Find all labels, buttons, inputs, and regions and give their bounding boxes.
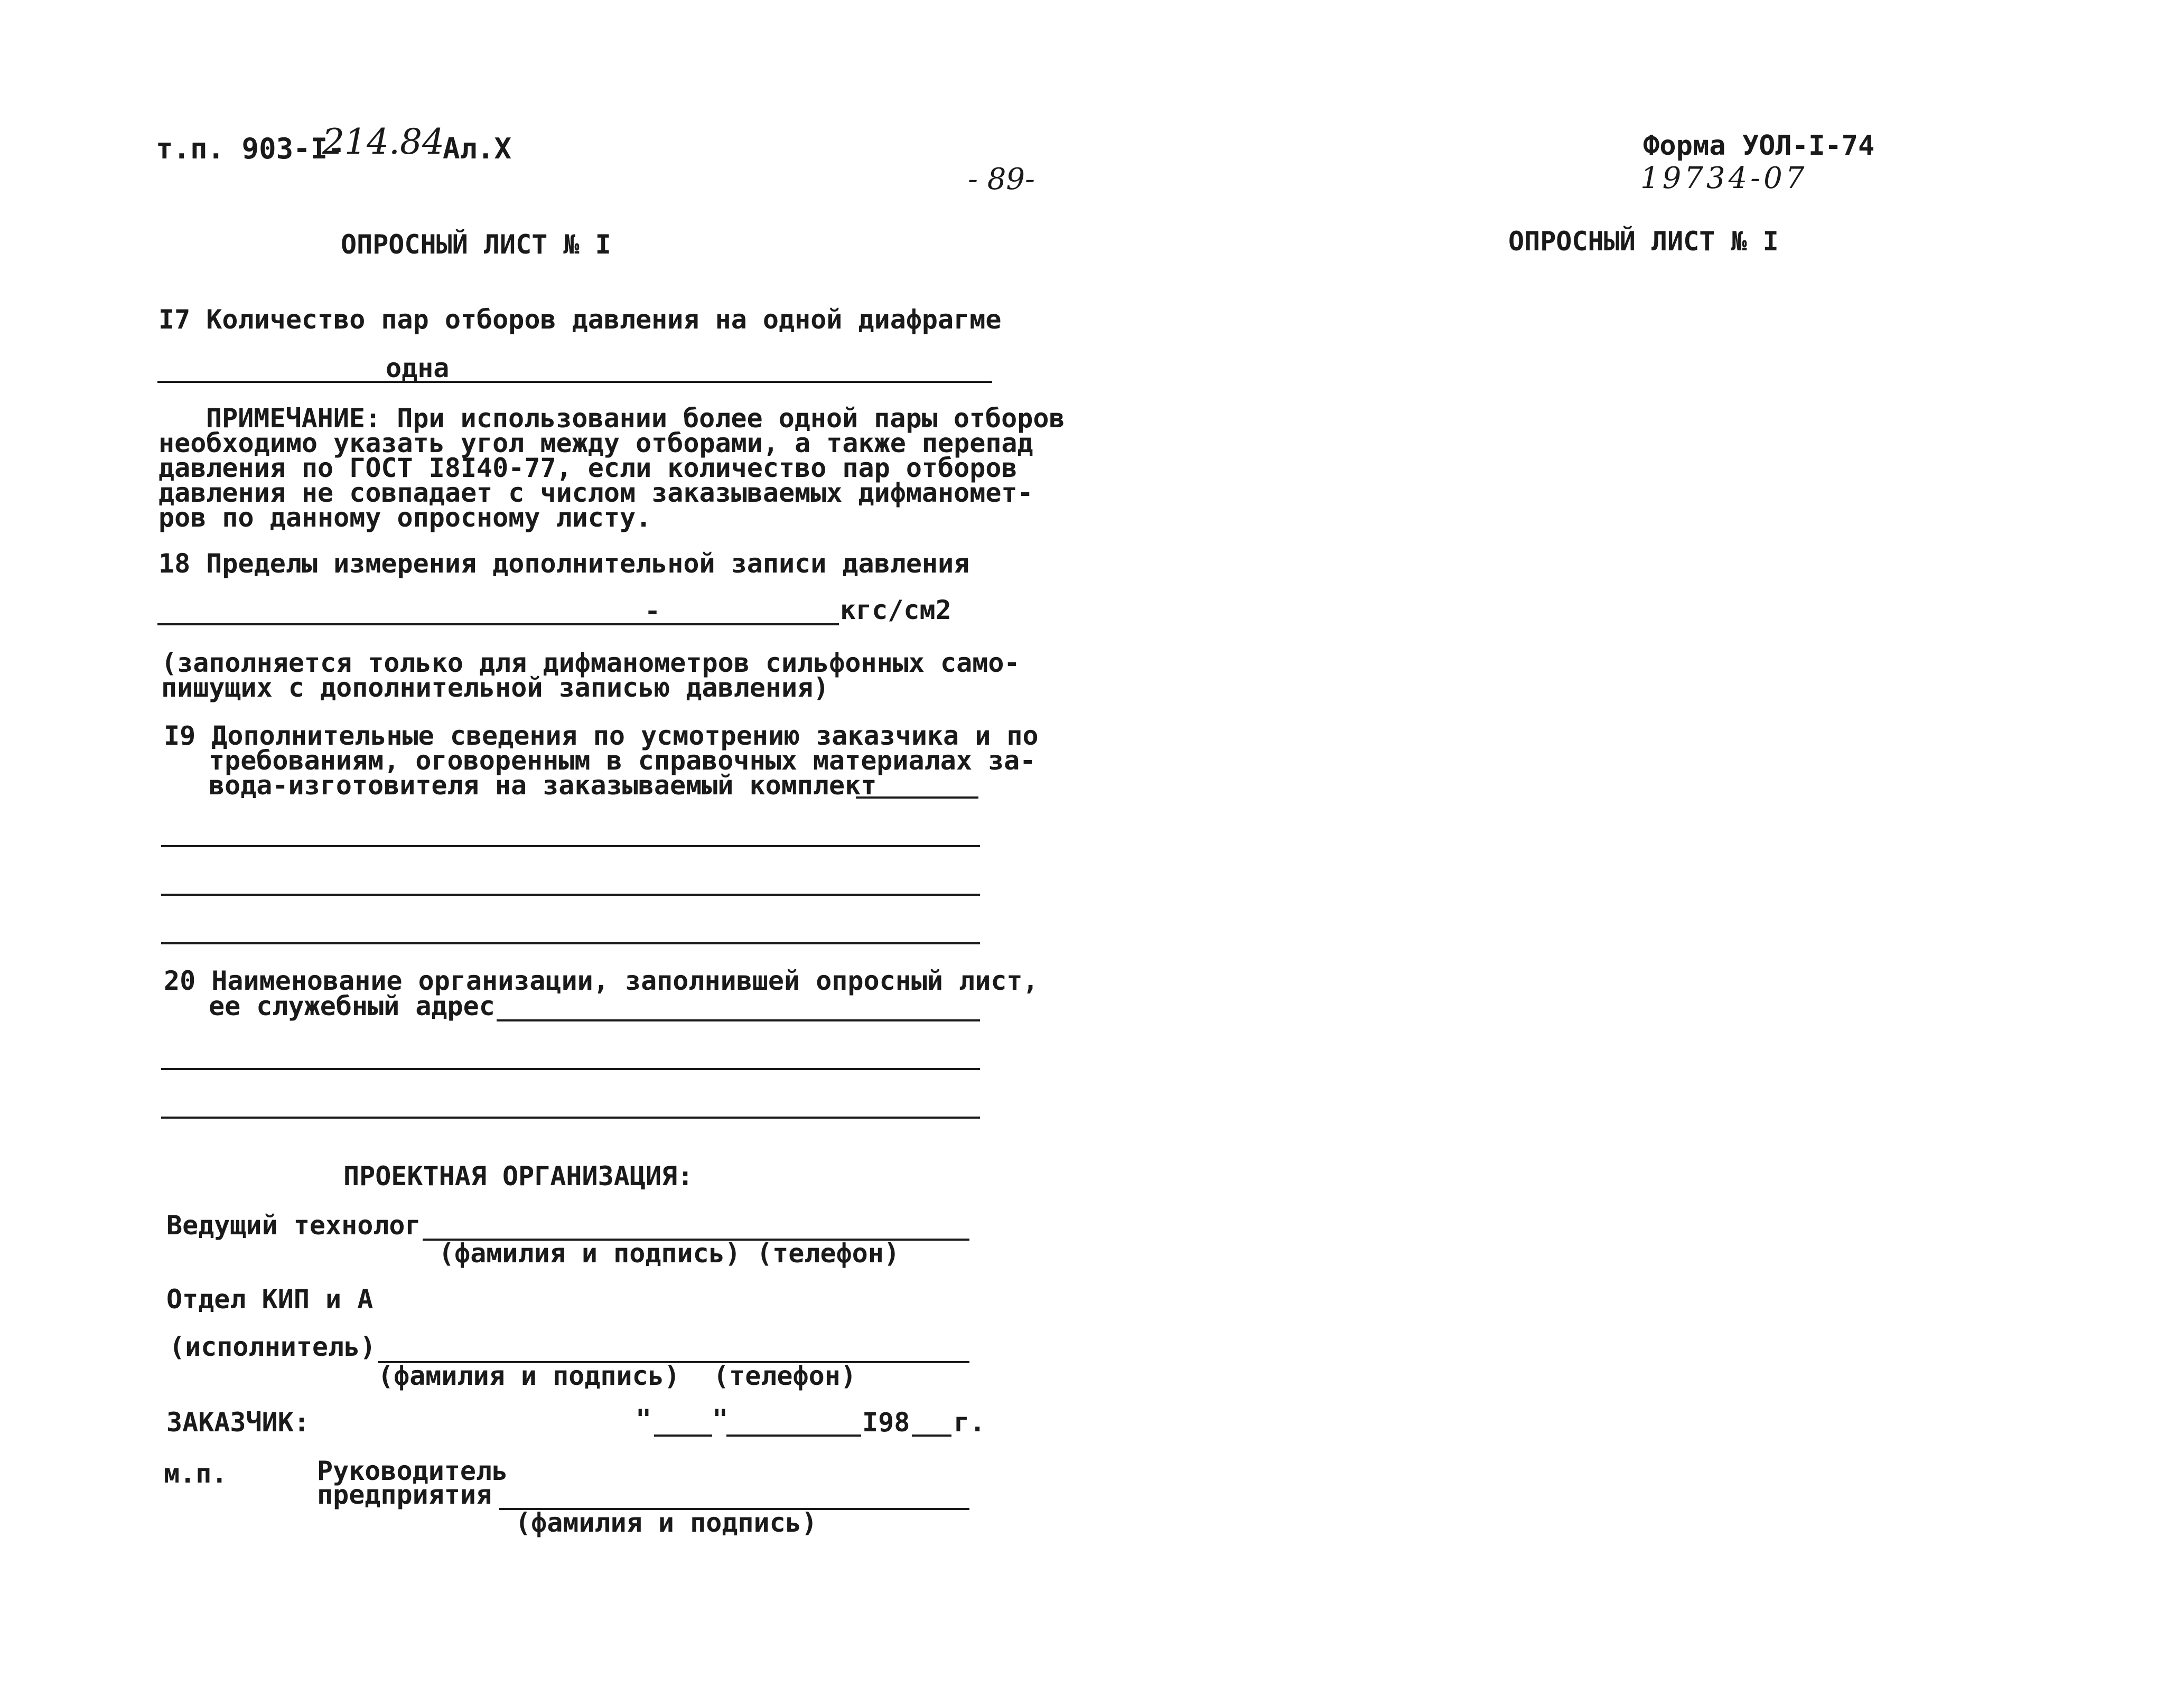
doc-ref-suffix: Ал.X	[443, 132, 512, 165]
date-year-suffix: г.	[954, 1407, 986, 1438]
item18-unit: кгс/см2	[840, 595, 951, 625]
item19-answer-line-2	[161, 894, 980, 896]
item19-line-1: I9 Дополнительные сведения по усмотрению заказчика и по	[164, 720, 1039, 751]
head-label-line-1: Руководитель	[317, 1456, 508, 1486]
stamp-label: м.п.	[164, 1458, 228, 1489]
item17-note-line-2: необходимо указать угол между отборами, а также перепад	[158, 428, 1033, 458]
customer-label: ЗАКАЗЧИК:	[166, 1407, 310, 1438]
item19-line-3: вода-изготовителя на заказываемый комплект	[209, 770, 877, 801]
item19-answer-line-inline	[856, 796, 978, 799]
item19-answer-line-1	[161, 845, 980, 847]
item17-value: одна	[386, 353, 450, 383]
date-quote-open: "	[636, 1404, 652, 1435]
date-month-line	[726, 1435, 861, 1437]
lead-technologist-label: Ведущий технолог	[166, 1210, 421, 1241]
lead-technologist-caption: (фамилия и подпись) (телефон)	[438, 1238, 900, 1269]
date-year-line	[912, 1435, 951, 1437]
item17-answer-line	[157, 381, 992, 383]
item20-answer-line-1	[161, 1068, 980, 1070]
item20-answer-line-2	[161, 1117, 980, 1119]
item17-note-line-4: давления не совпадает с числом заказываемых дифманомет-	[158, 477, 1033, 508]
item17-note-line-5: ров по данному опросному листу.	[158, 502, 652, 533]
department-label: Отдел КИП и А	[166, 1284, 374, 1315]
date-year-prefix: I98	[862, 1407, 910, 1438]
item20-line-2: ее служебный адрес	[209, 991, 495, 1021]
inventory-number: 19734-07	[1640, 161, 1808, 195]
item20-line-1: 20 Наименование организации, заполнившей опросный лист,	[164, 965, 1039, 996]
item18-note-line-1: (заполняется только для дифманометров сильфонных само-	[161, 648, 1020, 678]
page-number: - 89-	[968, 162, 1035, 196]
executor-caption-phone: (телефон)	[713, 1361, 856, 1391]
item18-dash: -	[645, 596, 661, 626]
date-quote-close: "	[712, 1404, 729, 1435]
executor-label: (исполнитель)	[169, 1332, 376, 1362]
item19-answer-line-3	[161, 942, 980, 944]
item17-label: I7 Количество пар отборов давления на одной диафрагме	[158, 304, 1002, 335]
doc-ref-handwritten: 214.84	[322, 121, 444, 162]
form-label: Форма УОЛ-I-74	[1643, 130, 1875, 162]
item19-line-2: требованиям, оговоренным в справочных материалах за-	[209, 745, 1036, 776]
item18-range-line	[157, 623, 839, 625]
item18-label: 18 Пределы измерения дополнительной записи давления	[158, 548, 970, 579]
project-org-heading: ПРОЕКТНАЯ ОРГАНИЗАЦИЯ:	[343, 1161, 694, 1192]
item18-note-line-2: пишущих с дополнительной записью давления)	[161, 672, 829, 703]
head-label-line-2: предприятия	[317, 1479, 492, 1510]
date-day-line	[654, 1435, 712, 1437]
head-caption: (фамилия и подпись)	[515, 1507, 817, 1538]
executor-caption-name: (фамилия и подпись)	[378, 1361, 680, 1391]
item17-note-line-1: ПРИМЕЧАНИЕ: При использовании более одной пары отборов	[206, 403, 1065, 434]
page-title-right: ОПРОСНЫЙ ЛИСТ № I	[1508, 226, 1779, 257]
item20-answer-line-inline	[497, 1019, 980, 1021]
page-title-left: ОПРОСНЫЙ ЛИСТ № I	[341, 229, 611, 260]
doc-ref-prefix: т.п. 903-I-	[156, 132, 345, 165]
item17-note-line-3: давления по ГОСТ I8I40-77, если количество пар отборов	[158, 453, 1018, 483]
